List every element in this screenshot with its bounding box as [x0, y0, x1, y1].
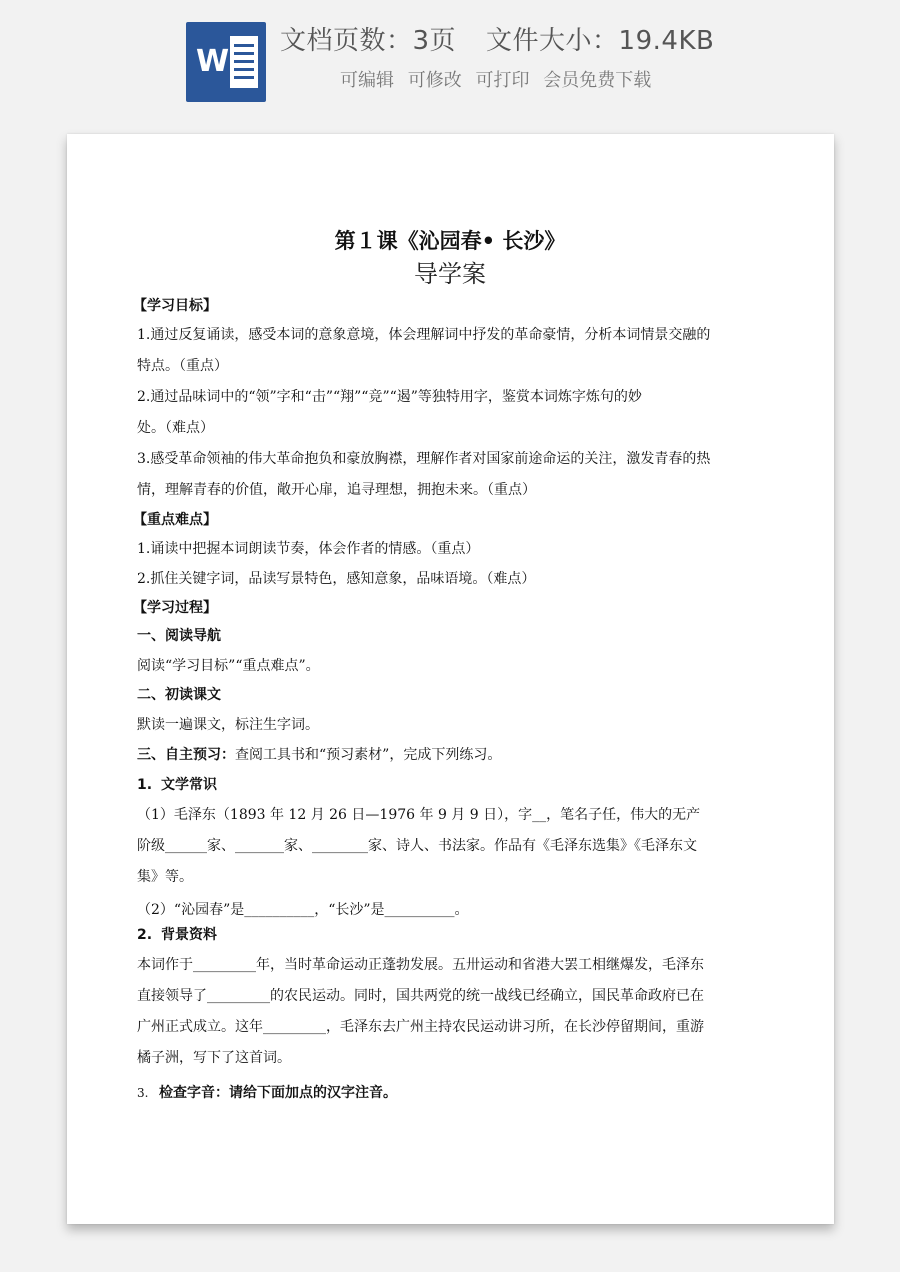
section-self-study-text: 查阅工具书和“预习素材”，完成下列练习。: [235, 747, 502, 763]
item-number: 3.: [137, 1086, 149, 1100]
background-line: 广州正式成立。这年_________，毛泽东去广州主持农民运动讲习所，在长沙停留期间，重游: [137, 1019, 704, 1035]
literature-knowledge-heading: [137, 770, 763, 800]
item-number: 1.: [137, 777, 153, 793]
section-first-read-text: 默读一遍课文，标注生字词。: [137, 717, 319, 733]
feature-editable: 可编辑: [340, 70, 394, 91]
background-line: 橘子洲，写下了这首词。: [137, 1050, 291, 1066]
section-reading-guide-heading: 一、阅读导航: [137, 628, 221, 644]
feature-printable: 可打印: [475, 70, 530, 91]
goal-line: 3.感受革命领袖的伟大革命抱负和豪放胸襟，理解作者对国家前途命运的关注，激发青春的热: [137, 451, 711, 467]
process-heading: 【学习过程】: [133, 600, 217, 616]
literature-line: 阶级______家、_______家、________家、诗人、书法家。作品有《毛泽东选集》《毛泽东文: [137, 838, 697, 854]
goals-heading: 【学习目标】: [133, 298, 217, 314]
literature-line: （1）毛泽东（1893 年 12 月 26 日—1976 年 9 月 9 日），字__，笔名子任，伟大的无产: [137, 807, 701, 823]
file-stats: [280, 20, 714, 57]
goal-line: 情，理解青春的价值，敞开心扉，追寻理想，拥抱未来。（重点）: [137, 482, 536, 498]
key-point-line: 2.抓住关键字词，品读写景特色，感知意象，品味语境。（难点）: [137, 571, 536, 587]
feature-modifiable: 可修改: [407, 70, 462, 91]
feature-list: [340, 66, 659, 92]
file-size: 文件大小：19.4KB: [486, 26, 715, 56]
document-content: [133, 226, 763, 1108]
document-info-header: [0, 0, 900, 120]
item-heading: 检查字音：请给下面加点的汉字注音。: [159, 1085, 397, 1101]
section-self-study: [137, 740, 763, 770]
key-point-line: 1.诵读中把握本词朗读节奏，体会作者的情感。（重点）: [137, 541, 480, 557]
word-icon-letter: W: [196, 44, 230, 79]
feature-member-download: 会员免费下载: [543, 70, 652, 91]
literature-line: 集》等。: [137, 869, 193, 885]
background-line: 本词作于_________年，当时革命运动正蓬勃发展。五卅运动和省港大罢工相继爆发，毛泽东: [137, 957, 704, 973]
item-heading: 背景资料: [161, 927, 217, 943]
key-points-heading: 【重点难点】: [133, 512, 217, 528]
goal-line: 特点。（重点）: [137, 358, 228, 374]
goal-line: 1.通过反复诵读，感受本词的意象意境，体会理解词中抒发的革命豪情，分析本词情景交融的: [137, 327, 711, 343]
pronunciation-check-heading: [137, 1078, 763, 1108]
goal-line: 2.通过品味词中的“领”字和“击”“翔”“竞”“遏”等独特用字，鉴赏本词炼字炼句的妙: [137, 389, 642, 405]
document-page-preview: [67, 134, 834, 1224]
item-heading: 文学常识: [161, 777, 217, 793]
document-subtitle: 导学案: [414, 260, 486, 288]
goal-line: 处。（难点）: [137, 420, 214, 436]
section-first-read-heading: 二、初读课文: [137, 687, 221, 703]
page-count: 文档页数：3页: [280, 26, 457, 56]
literature-question-2: （2）“沁园春”是__________，“长沙”是__________。: [137, 902, 469, 918]
item-number: 2.: [137, 927, 153, 943]
word-document-icon: [186, 22, 266, 102]
section-self-study-heading: 三、自主预习：: [137, 747, 235, 763]
document-title: 第１课《沁园春• 长沙》: [334, 229, 566, 253]
background-line: 直接领导了_________的农民运动。同时，国共两党的统一战线已经确立，国民革命政府已在: [137, 988, 704, 1004]
section-reading-guide-text: 阅读“学习目标”“重点难点”。: [137, 658, 320, 674]
